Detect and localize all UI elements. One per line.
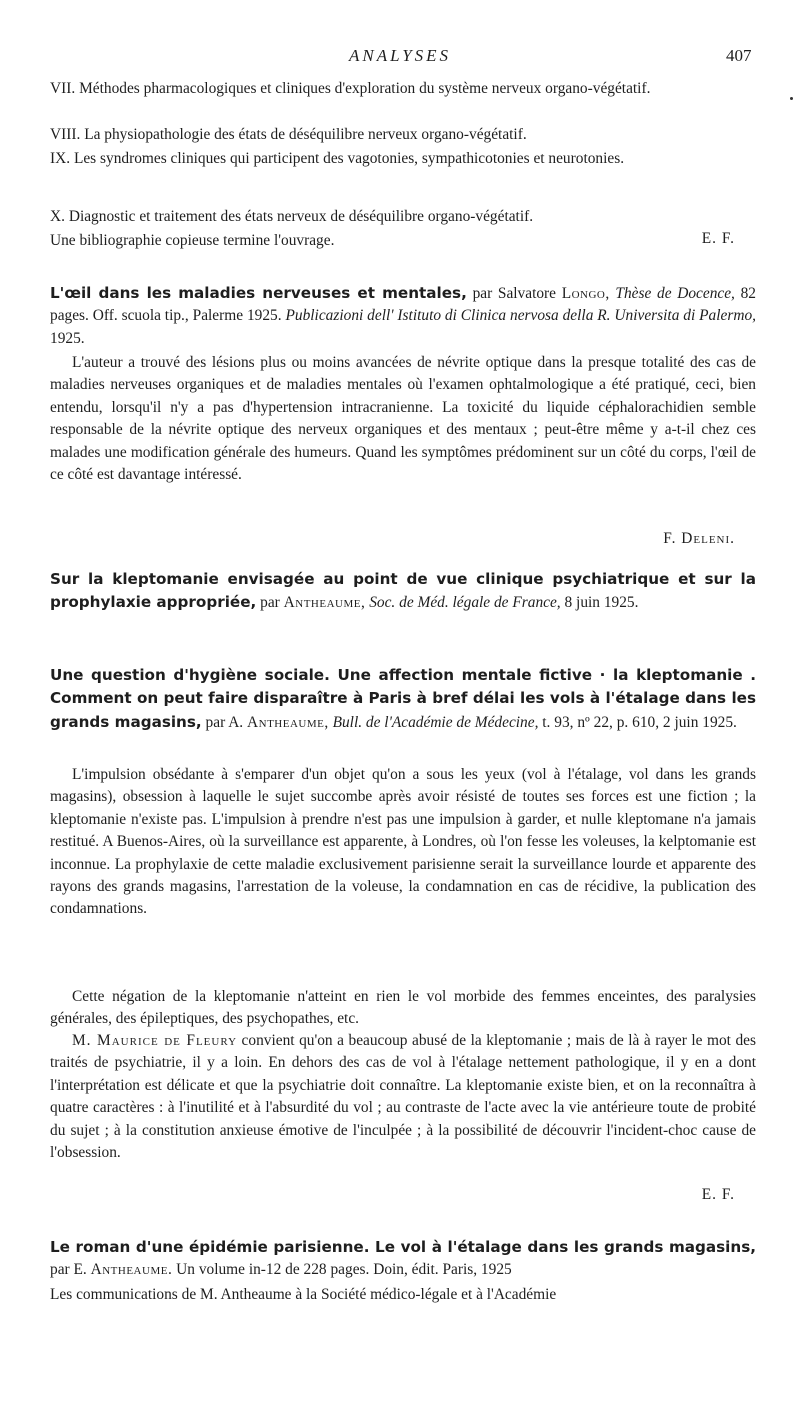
article-2-author: Antheaume, (283, 594, 366, 612)
article-3-source: Bull. de l'Académie de Médecine, (332, 713, 539, 731)
toc-item-viii (50, 124, 778, 146)
article-2-date: 8 juin 1925. (564, 594, 639, 612)
article-1-title: L'œil dans les maladies nerveuses et mentales, (50, 284, 467, 302)
article-4-author: Antheaume. (90, 1261, 173, 1279)
toc-num: IX. (50, 150, 71, 167)
toc-item-ix (50, 148, 778, 170)
toc-num: VII. (50, 80, 76, 97)
toc-num: VIII. (50, 126, 81, 143)
article-4-heading (50, 1236, 756, 1282)
article-2-title: Sur la kleptomanie envisagée au point de vue clinique psychiatrique et sur la prophylaxie appropriée, (50, 570, 756, 612)
toc-closing-text: Une bibliographie copieuse termine l'ouvrage. (50, 232, 335, 249)
toc-num: X. (50, 208, 65, 225)
article-3-heading (50, 664, 756, 734)
article-4-body-start: Les communications de M. Antheaume à la Société médico-légale et à l'Académie (50, 1286, 557, 1303)
running-header-title: ANALYSES (348, 46, 452, 65)
page-number: 407 (726, 46, 752, 65)
article-4-source: Un volume in-12 de 228 pages. Doin, édit. Paris, 1925 (176, 1261, 512, 1279)
article-3-paragraph-3-text: convient qu'on a beaucoup abusé de la kleptomanie ; mais de là à rayer le mot des traités de psychiatrie, il y a loin. En dehors des cas de vol à l'étalage nettement pathologique, il y en a dont l'interprétation est délicate et que la psychiatrie doit connaître. La kleptomanie existe bien, et on la reconnaîtra à quatre caractères : à l'inutilité et à l'absurdité du vol ; au contraste de l'acte avec la vie antérieure toute de probité du sujet ; à la constitution anxieuse émotive de l'inculpée ; à la possibilité de découvrir l'incident-choc cause de l'obsession. (50, 1032, 756, 1162)
article-1-heading (50, 282, 756, 350)
article-1-author: Longo, (561, 285, 610, 302)
toc-closing (50, 230, 756, 252)
article-1-signature: F. Deleni. (663, 530, 735, 547)
article-1-source-plain: 82 pages. Off. scuola tip., Palerme 1925. (50, 285, 756, 325)
margin-dot (790, 97, 793, 100)
article-3-paragraph-3 (50, 1030, 756, 1164)
article-3-cited-author: M. Maurice de Fleury (72, 1032, 238, 1049)
article-2-by: par (260, 594, 280, 612)
article-1-body: L'auteur a trouvé des lésions plus ou moins avancées de névrite optique dans la presque totalité des cas de maladies nerveuses organiques et de maladies mentales où l'examen ophtalmologique a été pratiqué, ceci, bien entendu, lorsqu'il n'y a pas d'hypertension intracranienne. La toxicité du liquide céphalorachidien semble responsable de la névrite optique des nerveux organiques et des mentaux ; peut-être même y a-t-il chez ces malades une modification générale des humeurs. Quand les symptômes prédominent sur un côté du corps, l'œil de ce côté est davantage intéressé. (50, 354, 756, 484)
article-4-title: Le roman d'une épidémie parisienne. Le vol à l'étalage dans les grands magasins, (50, 1238, 756, 1256)
article-1-source: Thèse de Docence, (615, 285, 735, 302)
article-1-source-2: Publicazioni dell' Istituto di Clinica nervosa della R. Universita di Palermo, (285, 307, 756, 325)
article-1-by: par Salvatore (472, 285, 557, 302)
article-3-by: par A. (205, 713, 244, 731)
toc-text: Diagnostic et traitement des états nerveux de déséquilibre organo-végétatif. (68, 208, 534, 225)
article-3-paragraph-1: L'impulsion obsédante à s'emparer d'un objet qu'on a sous les yeux (vol à l'étalage, vol dans les grands magasins), obsession à laquelle le sujet succombe après avoir résisté de toutes ses forces est une fiction ; la kleptomanie n'existe pas. L'impulsion à prendre n'est pas une impulsion à garder, et nulle kleptomane n'a jamais restitué. A Buenos-Aires, où la surveillance est apparente, à Londres, où l'on fesse les voleuses, la kelptomanie est inconnue. La prophylaxie de cette maladie exclusivement parisienne serait la surveillance lourde et apparente des rayons des grands magasins, l'arrestation de la voleuse, la condamnation en cas de récidive, la publication des condamnations. (50, 766, 756, 918)
article-3-title: Une question d'hygiène sociale. Une affection mentale fictive · la kleptomanie . Comment on peut faire disparaître à Paris à bref délai les vols à l'étalage dans les grands magasins, (50, 666, 756, 731)
article-3-ref: t. 93, nº 22, p. 610, 2 juin 1925. (542, 713, 737, 731)
toc-text: La physiopathologie des états de déséquilibre nerveux organo-végétatif. (84, 126, 527, 143)
article-3-signature: E. F. (701, 1186, 735, 1203)
toc-item-x (50, 206, 778, 228)
article-3-paragraph-2: Cette négation de la kleptomanie n'atteint en rien le vol morbide des femmes enceintes, des paralysies générales, des épileptiques, des psychopathes, etc. (50, 988, 756, 1028)
article-4-by: par E. (50, 1261, 87, 1279)
toc-text: Méthodes pharmacologiques et cliniques d'exploration du système nerveux organo-végétatif. (79, 80, 651, 97)
toc-signature: E. F. (701, 230, 735, 247)
toc-text: Les syndromes cliniques qui participent des vagotonies, sympathicotonies et neurotonies. (73, 150, 625, 167)
article-1-year: 1925. (50, 329, 85, 347)
toc-item-vii (50, 78, 778, 100)
article-3-author: Antheaume, (247, 713, 329, 731)
article-2-source: Soc. de Méd. légale de France, (369, 594, 561, 612)
article-2-heading (50, 568, 756, 615)
